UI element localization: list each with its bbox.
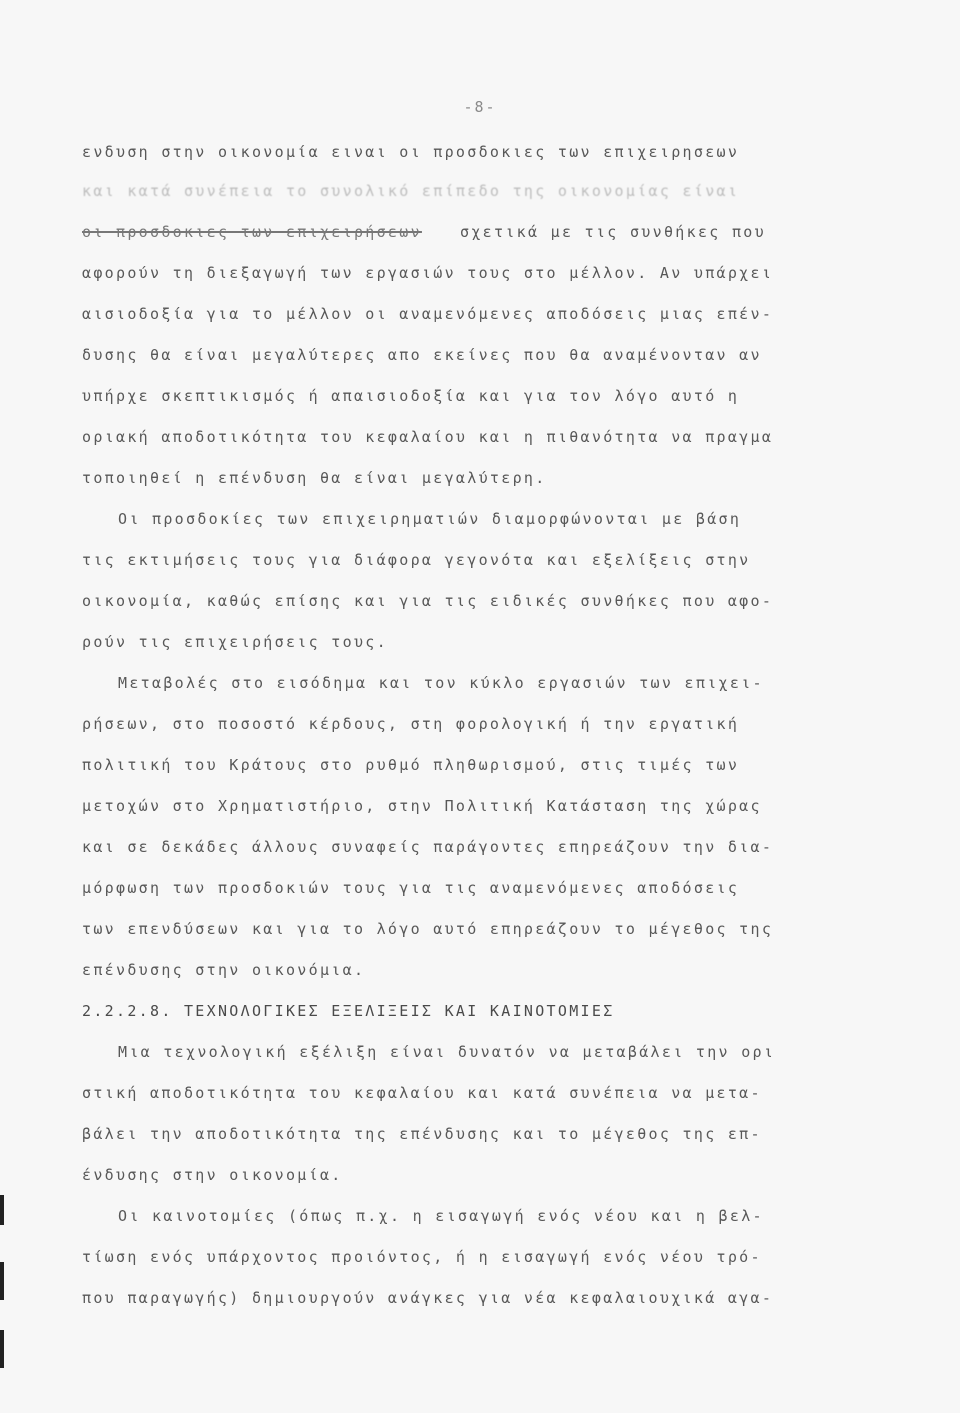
text-line-9: τοποιηθεί η επένδυση θα είναι μεγαλύτερη. xyxy=(82,469,547,487)
text-line-28: τίωση ενός υπάρχοντος προιόντος, ή η εισαγωγή ενός νέου τρό- xyxy=(82,1248,762,1266)
text-line-16: πολιτική του Κράτους στο ρυθμό πληθωρισμού, στις τιμές των xyxy=(82,756,740,774)
text-line-2-faded: και κατά συνέπεια το συνολικό επίπεδο της οικονομίας είναι xyxy=(82,182,740,200)
text-line-11: τις εκτιμήσεις τους για διάφορα γεγονότα και εξελίξεις στην xyxy=(82,551,751,569)
text-line-23: Μια τεχνολογική εξέλιξη είναι δυνατόν να μεταβάλει την ορι xyxy=(118,1043,776,1061)
text-line-5: αισιοδοξία για το μέλλον οι αναμενόμενες αποδόσεις μιας επέν- xyxy=(82,305,774,323)
text-line-27: Οι καινοτομίες (όπως π.χ. η εισαγωγή ενός νέου και η βελ- xyxy=(118,1207,764,1225)
text-line-14: Μεταβολές στο εισόδημα και τον κύκλο εργασιών των επιχει- xyxy=(118,674,764,692)
text-line-3-struck: οι προσδοκιες των επιχειρήσεων xyxy=(82,223,422,241)
text-line-26: ένδυσης στην οικονομία. xyxy=(82,1166,343,1184)
text-line-7: υπήρχε σκεπτικισμός ή απαισιοδοξία και για τον λόγο αυτό η xyxy=(82,387,740,405)
text-line-18: και σε δεκάδες άλλους συναφείς παράγοντες επηρεάζουν την δια- xyxy=(82,838,774,856)
text-line-8: οριακή αποδοτικότητα του κεφαλαίου και η πιθανότητα να πραγμα xyxy=(82,428,774,446)
text-line-24: στική αποδοτικότητα του κεφαλαίου και κατά συνέπεια να μετα- xyxy=(82,1084,762,1102)
text-line-21: επένδυσης στην οικονόμια. xyxy=(82,961,366,979)
text-line-6: δυσης θα είναι μεγαλύτερες απο εκείνες που θα αναμένονταν αν xyxy=(82,346,762,364)
text-line-15: ρήσεων, στο ποσοστό κέρδους, στη φορολογική ή την εργατική xyxy=(82,715,740,733)
text-line-19: μόρφωση των προσδοκιών τους για τις αναμενόμενες αποδόσεις xyxy=(82,879,740,897)
text-line-12: οικονομία, καθώς επίσης και για τις ειδικές συνθήκες που αφο- xyxy=(82,592,774,610)
scan-edge-mark-1 xyxy=(0,1195,4,1225)
text-line-10: Οι προσδοκίες των επιχειρηματιών διαμορφώνονται με βάση xyxy=(118,510,742,528)
text-line-17: μετοχών στο Χρηματιστήριο, στην Πολιτική Κατάσταση της χώρας xyxy=(82,797,762,815)
text-line-29: που παραγωγής) δημιουργούν ανάγκες για νέα κεφαλαιουχικά αγα- xyxy=(82,1289,774,1307)
text-line-1: ενδυση στην οικονομία ειναι οι προσδοκιες των επιχειρησεων xyxy=(82,143,740,161)
text-line-13: ρούν τις επιχειρήσεις τους. xyxy=(82,633,388,651)
text-line-25: βάλει την αποδοτικότητα της επένδυσης και το μέγεθος της επ- xyxy=(82,1125,762,1143)
text-line-20: των επενδύσεων και για το λόγο αυτό επηρεάζουν το μέγεθος της xyxy=(82,920,774,938)
page-number: -8- xyxy=(463,98,497,116)
section-heading: 2.2.2.8. ΤΕΧΝΟΛΟΓΙΚΕΣ ΕΞΕΛΙΞΕΙΣ ΚΑΙ ΚΑΙΝΟΤΟΜΙΕΣ xyxy=(82,1002,615,1020)
scan-edge-mark-3 xyxy=(0,1330,4,1368)
text-line-4: αφορούν τη διεξαγωγή των εργασιών τους στο μέλλον. Αν υπάρχει xyxy=(82,264,774,282)
text-line-3-rest: σχετικά με τις συνθήκες που xyxy=(460,223,766,241)
scan-edge-mark-2 xyxy=(0,1262,4,1300)
